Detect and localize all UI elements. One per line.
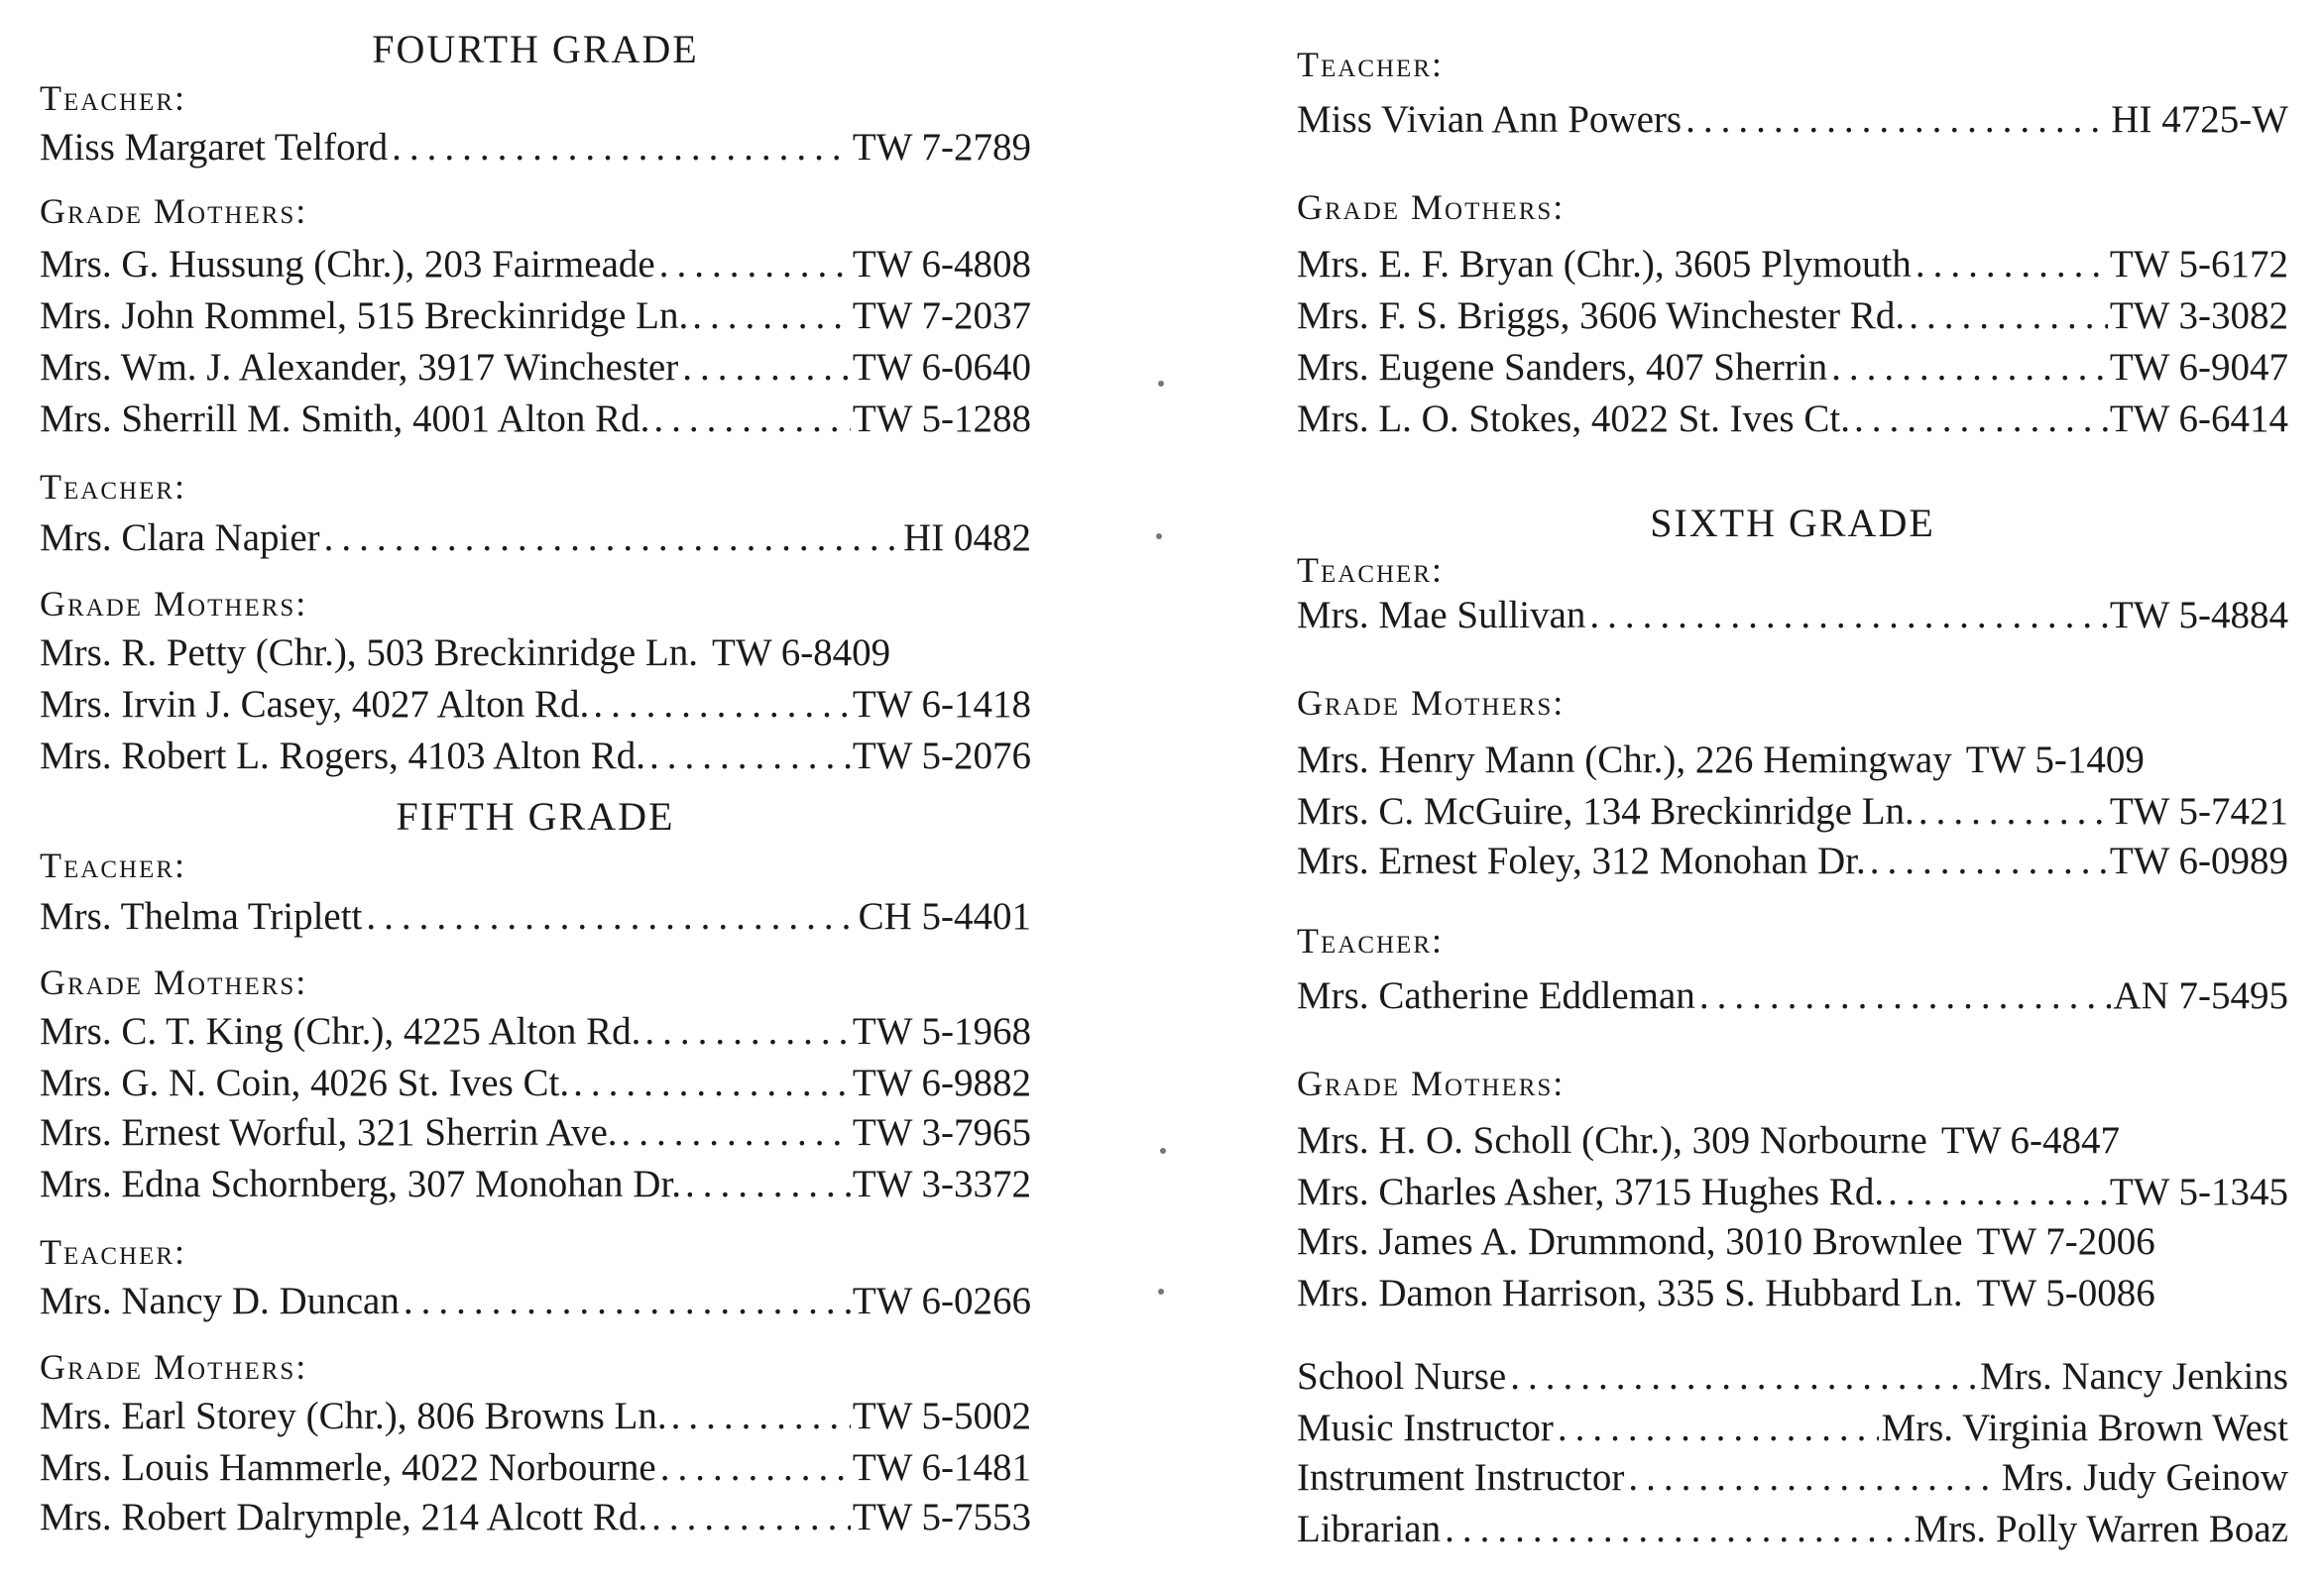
teacher-entry xyxy=(1297,97,2288,147)
mother-entry xyxy=(1297,345,2288,395)
mother-phone: TW 3-3372 xyxy=(852,1163,1031,1205)
teacher-entry xyxy=(40,125,1031,174)
staff-entry xyxy=(1297,1354,2288,1404)
mother-phone: TW 5-1345 xyxy=(2109,1171,2288,1213)
teacher-name: Miss Margaret Telford xyxy=(40,126,389,169)
dot-leader xyxy=(678,345,851,390)
fourth-grade-heading: FOURTH GRADE xyxy=(372,27,699,71)
dot-leader xyxy=(388,125,851,170)
mother-phone: TW 3-3082 xyxy=(2109,294,2288,337)
mother-name: Mrs. C. McGuire, 134 Breckinridge Ln. xyxy=(1297,790,1915,833)
grade-mothers-label: Grade Mothers: xyxy=(40,191,308,231)
mother-name: Mrs. Ernest Worful, 321 Sherrin Ave. xyxy=(40,1111,618,1154)
staff-role: School Nurse xyxy=(1297,1355,1507,1398)
mother-entry xyxy=(1297,293,2288,343)
mother-phone: TW 5-0086 xyxy=(1976,1272,2155,1314)
mother-name: Mrs. Ernest Foley, 312 Monohan Dr. xyxy=(1297,840,1866,882)
dot-leader xyxy=(1827,345,2108,390)
teacher-entry xyxy=(1297,973,2288,1023)
mother-entry xyxy=(40,1394,1031,1443)
mother-entry xyxy=(1297,1118,2288,1168)
staff-name: Mrs. Polly Warren Boaz xyxy=(1914,1508,2288,1550)
teacher-label: Teacher: xyxy=(1297,550,1444,590)
teacher-name: Mrs. Catherine Eddleman xyxy=(1297,974,1695,1017)
grade-mothers-label: Grade Mothers: xyxy=(1297,683,1566,723)
dot-leader xyxy=(1915,789,2108,834)
dot-leader xyxy=(618,1110,851,1155)
dot-leader xyxy=(667,1394,851,1438)
mother-name: Mrs. Earl Storey (Chr.), 806 Browns Ln. xyxy=(40,1395,667,1437)
dot-leader xyxy=(640,1009,850,1054)
mother-name: Mrs. Irvin J. Casey, 4027 Alton Rd. xyxy=(40,683,590,726)
dot-leader xyxy=(1850,397,2108,441)
mother-phone: TW 5-1288 xyxy=(852,397,1031,440)
teacher-label: Teacher: xyxy=(40,467,186,507)
teacher-entry xyxy=(40,515,1031,565)
mother-entry xyxy=(40,397,1031,446)
mother-phone: TW 6-6414 xyxy=(2109,397,2288,440)
mother-name: Mrs. Louis Hammerle, 4022 Norbourne xyxy=(40,1446,656,1489)
mother-phone: TW 6-9047 xyxy=(2109,346,2288,389)
mother-name: Mrs. Sherrill M. Smith, 4001 Alton Rd. xyxy=(40,397,650,440)
dot-leader xyxy=(647,1495,851,1539)
mother-name: Mrs. F. S. Briggs, 3606 Winchester Rd. xyxy=(1297,294,1906,337)
dot-leader xyxy=(1695,973,2112,1018)
mother-entry xyxy=(40,1061,1031,1110)
mother-entry xyxy=(40,242,1031,291)
staff-name: Mrs. Nancy Jenkins xyxy=(1980,1355,2288,1398)
dot-leader xyxy=(589,682,851,727)
mother-name: Mrs. James A. Drummond, 3010 Brownlee xyxy=(1297,1220,1963,1263)
teacher-phone: TW 7-2789 xyxy=(852,126,1031,169)
mother-name: Mrs. Edna Schornberg, 307 Monohan Dr. xyxy=(40,1163,682,1205)
mother-entry xyxy=(1297,1271,2288,1320)
speck xyxy=(1156,533,1162,539)
mother-name: Mrs. Robert L. Rogers, 4103 Alton Rd. xyxy=(40,735,645,777)
mother-name: Mrs. John Rommel, 515 Breckinridge Ln. xyxy=(40,294,689,337)
mother-phone: TW 5-2076 xyxy=(852,735,1031,777)
mother-name: Mrs. E. F. Bryan (Chr.), 3605 Plymouth xyxy=(1297,243,1912,285)
mother-name: Mrs. R. Petty (Chr.), 503 Breckinridge Ln. xyxy=(40,631,699,674)
teacher-label: Teacher: xyxy=(1297,921,1444,961)
grade-mothers-label: Grade Mothers: xyxy=(40,963,308,1002)
mother-phone: TW 6-4847 xyxy=(1940,1119,2121,1162)
teacher-label: Teacher: xyxy=(40,1232,186,1272)
dot-leader xyxy=(1554,1406,1880,1450)
dot-leader xyxy=(1912,242,2108,286)
teacher-name: Mrs. Thelma Triplett xyxy=(40,895,363,938)
mother-phone: TW 7-2006 xyxy=(1976,1220,2155,1263)
sixth-grade-heading: SIXTH GRADE xyxy=(1650,501,1935,545)
teacher-label: Teacher: xyxy=(40,78,186,118)
mother-name: Mrs. Damon Harrison, 335 S. Hubbard Ln. xyxy=(1297,1272,1963,1314)
mother-entry xyxy=(40,630,1031,680)
mother-name: Mrs. G. N. Coin, 4026 St. Ives Ct. xyxy=(40,1062,570,1104)
mother-entry xyxy=(1297,789,2288,839)
mother-name: Mrs. Charles Asher, 3715 Hughes Rd. xyxy=(1297,1171,1885,1213)
dot-leader xyxy=(1866,839,2108,883)
dot-leader xyxy=(688,293,851,338)
mother-name: Mrs. L. O. Stokes, 4022 St. Ives Ct. xyxy=(1297,397,1850,440)
mother-entry xyxy=(40,1009,1031,1059)
mother-phone: TW 5-7421 xyxy=(2109,790,2288,833)
dot-leader xyxy=(645,734,851,778)
fifth-grade-heading: FIFTH GRADE xyxy=(396,794,675,839)
staff-entry xyxy=(1297,1507,2288,1556)
mother-phone: TW 5-7553 xyxy=(852,1496,1031,1538)
teacher-phone: AN 7-5495 xyxy=(2113,974,2288,1017)
dot-leader xyxy=(655,242,851,286)
dot-leader xyxy=(1624,1455,1999,1500)
teacher-entry xyxy=(40,894,1031,944)
mother-phone: TW 3-7965 xyxy=(852,1111,1031,1154)
staff-entry xyxy=(1297,1406,2288,1455)
dot-leader xyxy=(1884,1170,2108,1214)
mother-phone: TW 6-8409 xyxy=(712,631,891,674)
dot-leader xyxy=(569,1061,851,1105)
teacher-phone: TW 6-0266 xyxy=(852,1280,1031,1322)
mother-entry xyxy=(1297,1219,2288,1269)
dot-leader xyxy=(1682,97,2109,142)
grade-mothers-label: Grade Mothers: xyxy=(40,584,308,624)
dot-leader xyxy=(362,894,856,939)
mother-phone: TW 7-2037 xyxy=(852,294,1031,337)
mother-phone: TW 5-5002 xyxy=(852,1395,1031,1437)
mother-phone: TW 6-9882 xyxy=(852,1062,1031,1104)
teacher-label: Teacher: xyxy=(40,846,186,885)
mother-name: Mrs. H. O. Scholl (Chr.), 309 Norbourne xyxy=(1297,1119,1927,1162)
teacher-phone: HI 4725-W xyxy=(2111,98,2288,141)
mother-entry xyxy=(40,682,1031,732)
dot-leader xyxy=(649,397,850,441)
teacher-name: Mrs. Mae Sullivan xyxy=(1297,594,1586,636)
mother-name: Mrs. Henry Mann (Chr.), 226 Hemingway xyxy=(1297,738,1952,781)
mother-entry xyxy=(40,1495,1031,1544)
mother-phone: TW 5-1968 xyxy=(852,1010,1031,1053)
mother-entry xyxy=(40,1110,1031,1160)
mother-phone: TW 6-0989 xyxy=(2109,840,2288,882)
staff-name: Mrs. Virginia Brown West xyxy=(1881,1407,2288,1449)
mother-entry xyxy=(1297,737,2288,787)
mother-name: Mrs. Wm. J. Alexander, 3917 Winchester xyxy=(40,346,679,389)
mother-name: Mrs. Robert Dalrymple, 214 Alcott Rd. xyxy=(40,1496,648,1538)
teacher-entry xyxy=(1297,593,2288,642)
teacher-name: Mrs. Nancy D. Duncan xyxy=(40,1280,400,1322)
mother-phone: TW 6-1481 xyxy=(852,1446,1031,1489)
mother-phone: TW 5-1409 xyxy=(1965,738,2145,781)
teacher-name: Miss Vivian Ann Powers xyxy=(1297,98,1683,141)
staff-role: Librarian xyxy=(1297,1508,1442,1550)
mother-entry xyxy=(40,345,1031,395)
mother-phone: TW 6-0640 xyxy=(852,346,1031,389)
mother-phone: TW 6-1418 xyxy=(852,683,1031,726)
teacher-entry xyxy=(40,1279,1031,1328)
dot-leader xyxy=(400,1279,851,1323)
speck xyxy=(1158,1289,1164,1295)
teacher-phone: TW 5-4884 xyxy=(2109,594,2288,636)
dot-leader xyxy=(1905,293,2108,338)
mother-phone: TW 6-4808 xyxy=(852,243,1031,285)
mother-name: Mrs. Eugene Sanders, 407 Sherrin xyxy=(1297,346,1828,389)
dot-leader xyxy=(320,515,901,560)
mother-entry xyxy=(1297,1170,2288,1219)
mother-entry xyxy=(40,1162,1031,1211)
dot-leader xyxy=(1441,1507,1912,1551)
teacher-phone: HI 0482 xyxy=(903,516,1031,559)
mother-entry xyxy=(1297,839,2288,888)
dot-leader xyxy=(681,1162,851,1206)
dot-leader xyxy=(1506,1354,1978,1399)
mother-entry xyxy=(40,293,1031,343)
mother-entry xyxy=(40,1445,1031,1495)
mother-entry xyxy=(1297,242,2288,291)
teacher-name: Mrs. Clara Napier xyxy=(40,516,320,559)
mother-entry xyxy=(40,734,1031,783)
mother-name: Mrs. G. Hussung (Chr.), 203 Fairmeade xyxy=(40,243,655,285)
speck xyxy=(1158,381,1164,387)
grade-mothers-label: Grade Mothers: xyxy=(1297,1064,1566,1103)
mother-entry xyxy=(1297,397,2288,446)
staff-name: Mrs. Judy Geinow xyxy=(2001,1456,2288,1499)
dot-leader xyxy=(656,1445,851,1490)
teacher-phone: CH 5-4401 xyxy=(858,895,1031,938)
dot-leader xyxy=(1585,593,2107,637)
staff-role: Instrument Instructor xyxy=(1297,1456,1625,1499)
mother-phone: TW 5-6172 xyxy=(2109,243,2288,285)
mother-name: Mrs. C. T. King (Chr.), 4225 Alton Rd. xyxy=(40,1010,641,1053)
staff-role: Music Instructor xyxy=(1297,1407,1554,1449)
grade-mothers-label: Grade Mothers: xyxy=(1297,187,1566,227)
teacher-label: Teacher: xyxy=(1297,45,1444,84)
grade-mothers-label: Grade Mothers: xyxy=(40,1347,308,1387)
staff-entry xyxy=(1297,1455,2288,1505)
speck xyxy=(1160,1148,1166,1154)
